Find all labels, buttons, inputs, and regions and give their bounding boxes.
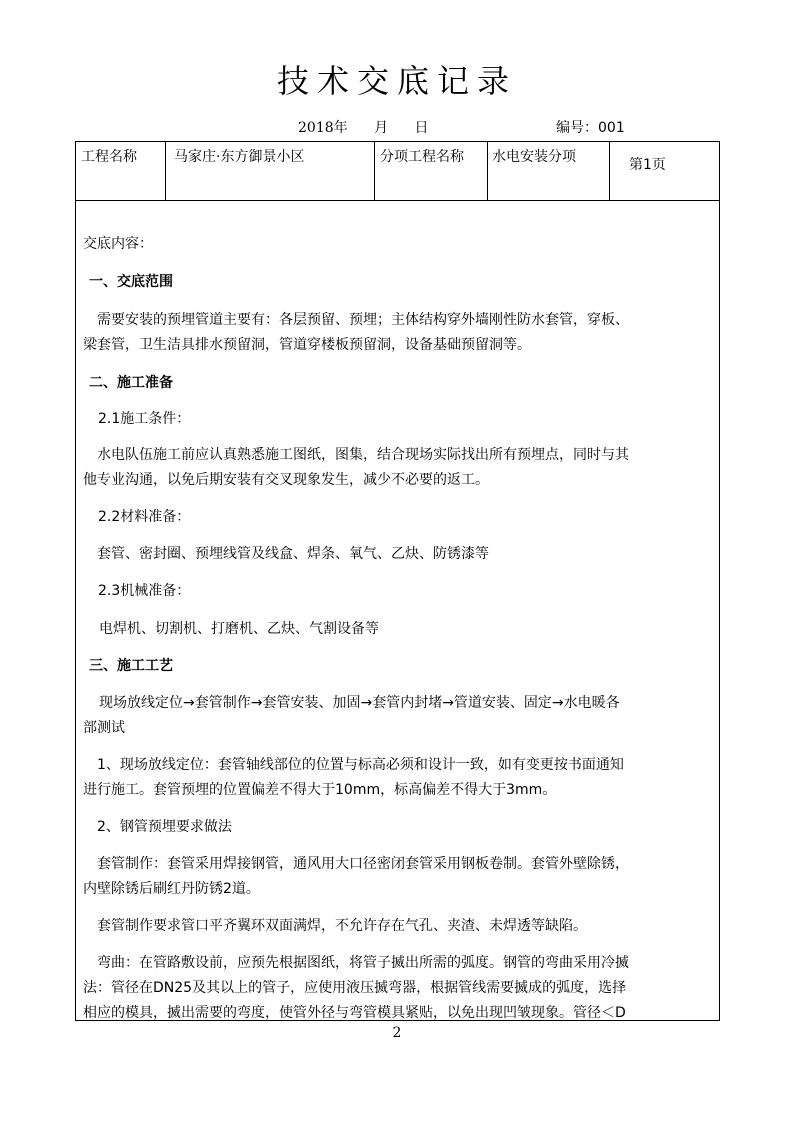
paragraph-line: 法：管径在DN25及其以上的管子，应使用液压揻弯器，根据管线需要揻成的弧度，选择 — [83, 980, 627, 996]
project-name-value: 马家庄·东方御景小区 — [174, 149, 305, 165]
paragraph-line: 内壁除锈后刷红丹防锈2道。 — [83, 881, 260, 897]
paragraph-line: 1、现场放线定位：套管轴线部位的位置与标高必须和设计一致，如有变更按书面通知 — [97, 757, 624, 773]
paragraph-line: 套管制作：套管采用焊接钢管，通风用大口径密闭套管采用钢板卷制。套管外壁除锈， — [97, 856, 629, 872]
date-month: 月 — [374, 120, 389, 136]
paragraph-line: 水电队伍施工前应认真熟悉施工图纸，图集，结合现场实际找出所有预埋点，同时与其 — [97, 447, 629, 463]
paragraph-line: 进行施工。套管预埋的位置偏差不得大于10mm，标高偏差不得大于3mm。 — [83, 782, 557, 798]
section-2-title: 二、施工准备 — [89, 375, 173, 391]
sub-project-label: 分项工程名称 — [380, 149, 464, 165]
section-3-title: 三、施工工艺 — [89, 658, 173, 674]
subsection-2-2: 2.2材料准备： — [98, 509, 191, 525]
sub-project-value: 水电安装分项 — [492, 149, 576, 165]
subsection-3-2: 2、钢管预埋要求做法 — [97, 819, 232, 835]
paragraph-line: 梁套管，卫生洁具排水预留洞，管道穿楼板预留洞，设备基础预留洞等。 — [83, 337, 531, 353]
header-row-divider — [76, 200, 719, 201]
page-label: 第1页 — [629, 157, 666, 173]
document-title: 技术交底记录 — [276, 62, 517, 100]
document-date — [298, 117, 429, 137]
paragraph-line: 需要安装的预埋管道主要有：各层预留、预埋；主体结构穿外墙刚性防水套管，穿板、 — [97, 312, 629, 328]
paragraph-line: 套管制作要求管口平齐翼环双面满焊，不允许存在气孔、夹渣、未焊透等缺陷。 — [97, 918, 587, 934]
record-table — [75, 141, 720, 1021]
paragraph-line: 相应的模具，揻出需要的弯度，使管外径与弯管模具紧贴，以免出现凹皱现象。管径＜D — [83, 1005, 626, 1021]
header-col-divider — [165, 142, 166, 200]
header-col-divider — [487, 142, 488, 200]
project-name-label: 工程名称 — [81, 149, 137, 165]
subsection-2-1: 2.1施工条件： — [98, 411, 191, 427]
header-col-divider — [374, 142, 375, 200]
paragraph-line: 部测试 — [83, 720, 125, 736]
paragraph-line: 现场放线定位→套管制作→套管安装、加固→套管内封堵→管道安装、固定→水电暖各 — [99, 695, 620, 711]
paragraph-line: 他专业沟通，以免后期安装有交叉现象发生，减少不必要的返工。 — [83, 472, 489, 488]
paragraph-line: 电焊机、切割机、打磨机、乙炔、气割设备等 — [99, 621, 379, 637]
subsection-2-3: 2.3机械准备： — [98, 583, 191, 599]
intro-text: 交底内容： — [83, 236, 153, 252]
page-number: 2 — [392, 1025, 402, 1041]
paragraph-line: 弯曲：在管路敷设前，应预先根据图纸，将管子揻出所需的弧度。钢管的弯曲采用冷揻 — [97, 955, 629, 971]
header-col-divider — [609, 142, 610, 200]
document-code: 编号：001 — [556, 120, 625, 136]
section-1-title: 一、交底范围 — [89, 274, 173, 290]
date-year: 2018年 — [298, 120, 348, 136]
date-day: 日 — [414, 120, 429, 136]
paragraph-line: 套管、密封圈、预埋线管及线盒、焊条、氧气、乙炔、防锈漆等 — [97, 546, 489, 562]
